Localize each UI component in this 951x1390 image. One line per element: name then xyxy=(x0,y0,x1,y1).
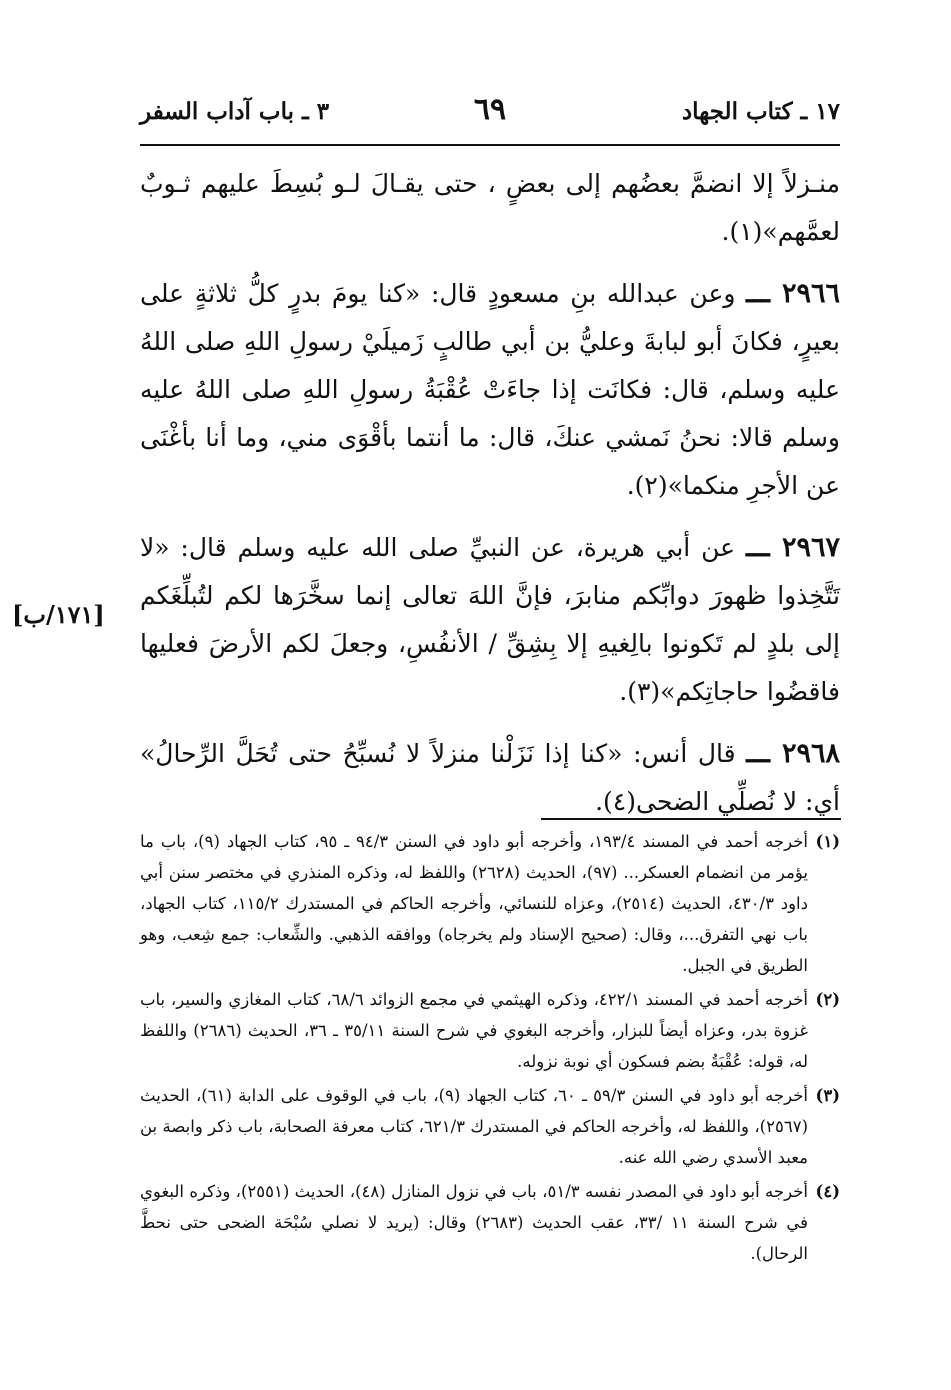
hadith-number: ٢٩٦٨ ـــ xyxy=(746,738,840,769)
footnote-text: أخرجه أحمد في المسند ٤٢٢/١، وذكره الهيثمي في مجمع الزوائد ٦٨/٦، كتاب المغازي والسير، باب غزوة بدر، وعزاه أيضاً للبزار، وأخرجه البغوي في شرح السنة ٣٥/١١ ـ ٣٦، الحديث (٢٦٨٦) واللفظ له، قوله: عُقْبَةُ بضم فسكون أي نوبة نزوله. xyxy=(140,990,809,1071)
header-chapter: ١٧ ـ كتاب الجهاد xyxy=(681,98,840,125)
main-text xyxy=(140,160,840,840)
footnotes xyxy=(140,826,840,1272)
hadith-number: ٢٩٦٦ ـــ xyxy=(746,278,840,309)
footnote-number: (١) xyxy=(815,832,840,851)
manuscript-folio-note: [١٧١/ب] xyxy=(12,600,105,629)
paragraph-continuation xyxy=(140,160,840,256)
footnote-number: (٢) xyxy=(815,990,840,1009)
footnote xyxy=(140,984,840,1077)
footnote-rule xyxy=(541,818,841,820)
paragraph-hadith-2968 xyxy=(140,730,840,826)
paragraph-hadith-2967 xyxy=(140,524,840,716)
paragraph-text: وعن عبدالله بنِ مسعودٍ قال: «كنا يومَ بدرٍ كلُّ ثلاثةٍ على بعيرٍ، فكانَ أبو لبابةَ وعليُّ بن أبي طالبٍ زَميلَيْ رسولِ اللهِ صلى اللهُ عليه وسلم، قال: فكانَت إذا جاءَتْ عُقْبَةُ رسولِ اللهِ صلى اللهُ عليه وسلم قالا: نحنُ نَمشي عنكَ، قال: ما أنتما بأقْوَى مني، وما أنا بأغْنَى عن الأجرِ منكما»(٢). xyxy=(140,279,840,500)
footnote-number: (٣) xyxy=(815,1086,840,1105)
page-number: ٦٩ xyxy=(473,92,507,127)
footnote-text: أخرجه أحمد في المسند ١٩٣/٤، وأخرجه أبو داود في السنن ٩٤/٣ ـ ٩٥، كتاب الجهاد (٩)، باب ما يؤمر من انضمام العسكر... (٩٧)، الحديث (٢٦٢٨) واللفظ له، وذكره المنذري في مختصر سنن أبي داود ٤٣٠/٣، الحديث (٢٥١٤)، وعزاه للنسائي، وأخرجه الحاكم في المستدرك ١١٥/٢، كتاب الجهاد، باب نهي التفرق...، وقال: (صحيح الإسناد ولم يخرجاه) ووافقه الذهبي. والشِّعاب: جمع شِعب، وهو الطريق في الجبل. xyxy=(140,832,809,975)
footnote xyxy=(140,1080,840,1173)
footnote xyxy=(140,1176,840,1269)
footnote-text: أخرجه أبو داود في المصدر نفسه ٥١/٣، باب في نزول المنازل (٤٨)، الحديث (٢٥٥١)، وذكره البغوي في شرح السنة ١١ /٣٣، عقب الحديث (٢٦٨٣) وقال: (يريد لا نصلي سُبْحَة الضحى حتى نحطَّ الرحال). xyxy=(140,1182,808,1263)
header-rule xyxy=(140,144,840,146)
header-section: ٣ ـ باب آداب السفر xyxy=(140,98,330,125)
paragraph-text: منـزلاً إلا انضمَّ بعضُهم إلى بعضٍ ، حتى يقـالَ لـو بُسِطَ عليهم ثـوبٌ لعمَّهم»(١). xyxy=(140,169,840,246)
paragraph-hadith-2966 xyxy=(140,270,840,510)
paragraph-text: عن أبي هريرة، عن النبيِّ صلى الله عليه وسلم قال: «لا تَتَّخِذوا ظهورَ دوابِّكم منابرَ، فإنَّ اللهَ تعالى إنما سخَّرَها لكم لتُبلِّغَكم إلى بلدٍ لم تَكونوا بالِغيهِ إلا بِشِقِّ / الأنفُسِ، وجعلَ لكم الأرضَ فعليها فاقضُوا حاجاتِكم»(٣). xyxy=(140,533,840,706)
running-header xyxy=(140,92,840,132)
footnote xyxy=(140,826,840,981)
footnote-number: (٤) xyxy=(815,1182,840,1201)
paragraph-text: قال أنس: «كنا إذا نَزَلْنا منزلاً لا نُسبِّحُ حتى تُحَلَّ الرِّحالُ» أي: لا نُصلِّي الضحى(٤). xyxy=(140,739,840,816)
footnote-text: أخرجه أبو داود في السنن ٥٩/٣ ـ ٦٠، كتاب الجهاد (٩)، باب في الوقوف على الدابة (٦١)، الحديث (٢٥٦٧)، واللفظ له، وأخرجه الحاكم في المستدرك ٦٢١/٣، كتاب معرفة الصحابة، باب ذكر وابصة بن معبد الأسدي رضي الله عنه. xyxy=(140,1086,809,1167)
hadith-number: ٢٩٦٧ ـــ xyxy=(745,532,841,563)
